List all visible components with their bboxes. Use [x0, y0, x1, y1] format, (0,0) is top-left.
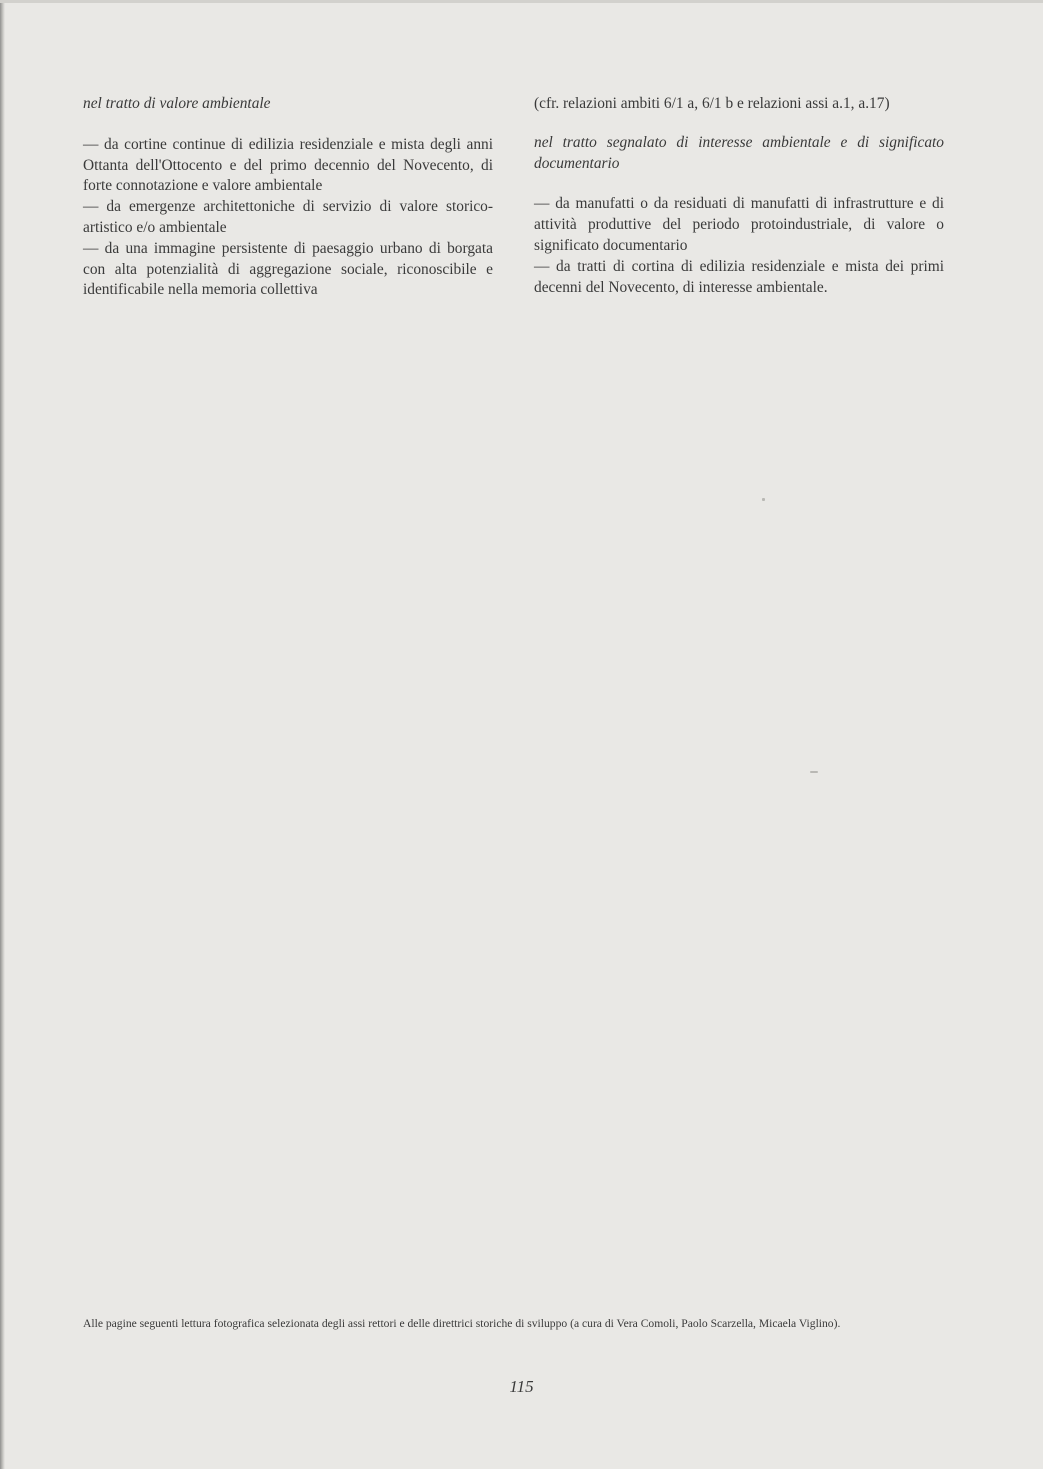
- paper-speck: [810, 771, 818, 773]
- right-section-heading: nel tratto segnalato di interesse ambientale e di significato documentario: [534, 133, 944, 172]
- paper-speck: [762, 498, 765, 501]
- reference-note: (cfr. relazioni ambiti 6/1 a, 6/1 b e relazioni assi a.1, a.17): [534, 95, 890, 112]
- footnote: Alle pagine seguenti lettura fotografica selezionata degli assi rettori e delle direttrici storiche di sviluppo (a cura di Vera Comoli, Paolo Scarzella, Micaela Viglino).: [83, 1317, 841, 1330]
- right-column: [534, 94, 944, 298]
- page-number: 115: [509, 1377, 534, 1396]
- left-list-item: — da cortine continue di edilizia residenziale e mista degli anni Ottanta dell'Ottocento e del primo decennio del Novecento, di forte connotazione e valore ambientale: [83, 135, 493, 195]
- left-list-item: — da una immagine persistente di paesaggio urbano di borgata con alta potenzialità di aggregazione sociale, riconoscibile e identificabile nella memoria collettiva: [83, 239, 493, 299]
- right-list-item: — da manufatti o da residuati di manufatti di infrastrutture e di attività produttive del periodo protoindustriale, di valore o significato documentario: [534, 195, 944, 254]
- left-section-heading: nel tratto di valore ambientale: [83, 95, 271, 112]
- left-list-item: — da emergenze architettoniche di servizio di valore storico-artistico e/o ambientale: [83, 198, 493, 236]
- right-list-item: — da tratti di cortina di edilizia residenziale e mista dei primi decenni del Novecento, di interesse ambientale.: [534, 257, 944, 296]
- binding-edge: [0, 0, 5, 1469]
- left-column: [83, 94, 493, 301]
- page-top-edge: [0, 0, 1043, 3]
